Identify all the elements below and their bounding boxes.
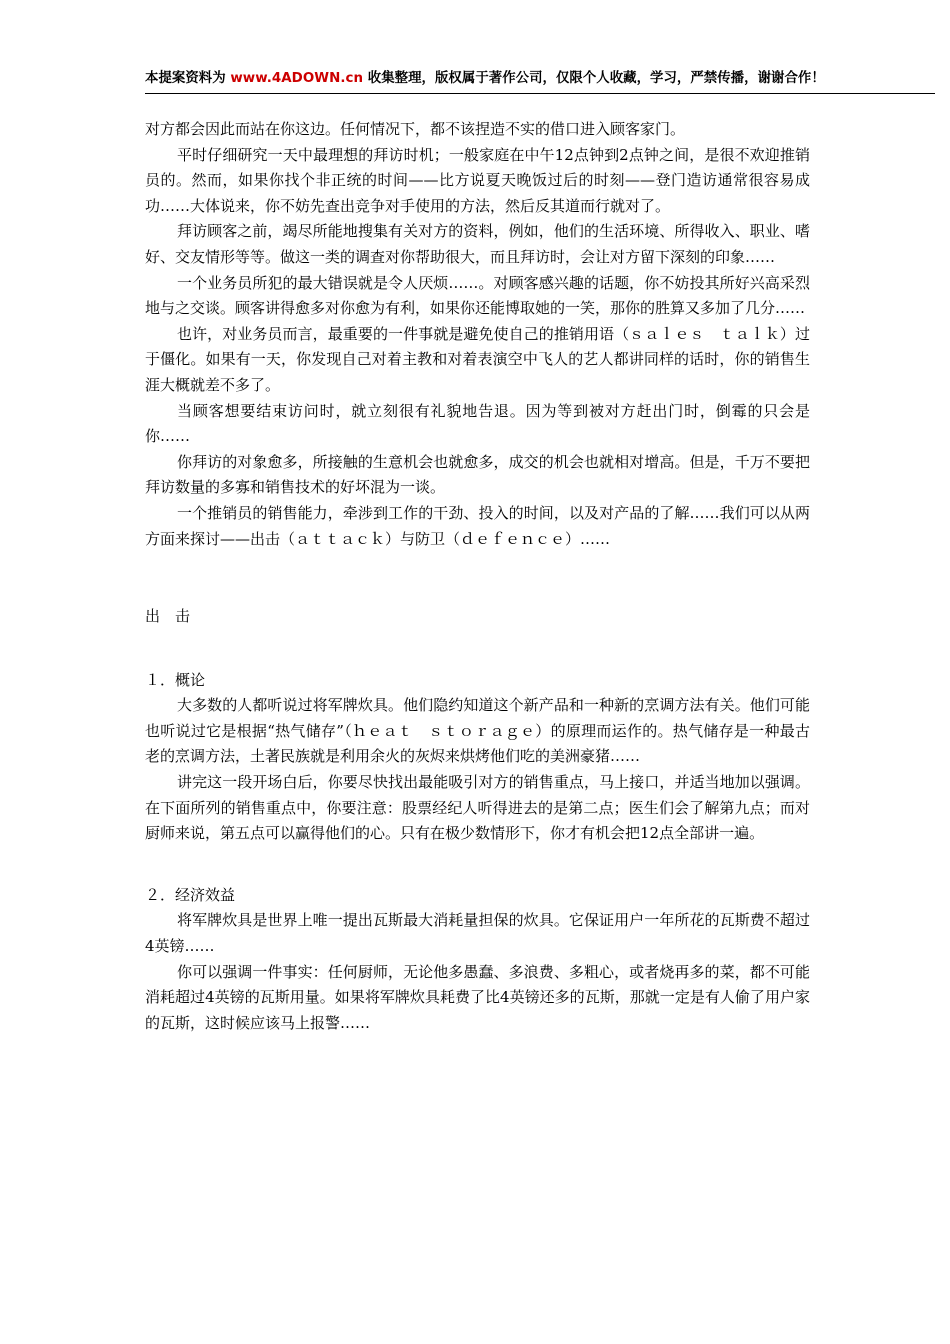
header-divider — [145, 93, 935, 94]
subsection-heading-economy: ２．经济效益 — [145, 885, 236, 904]
spacer — [145, 552, 810, 604]
spacer — [145, 847, 810, 883]
paragraph: 一个推销员的销售能力，牵涉到工作的干劲、投入的时间，以及对产品的了解……我们可以从两方面来探讨——出击（ａｔｔａｃｋ）与防卫（ｄｅｆｅｎｃｅ）…… — [145, 503, 810, 548]
header-site-link[interactable]: www.4ADOWN.cn — [230, 71, 364, 86]
header-prefix: 本提案资料为 — [145, 71, 231, 86]
paragraph: 讲完这一段开场白后，你要尽快找出最能吸引对方的销售重点，马上接口，并适当地加以强调。在下面所列的销售重点中，你要注意：股票经纪人听得进去的是第二点；医生们会了解第九点；而对厨师来说，第五点可以赢得他们的心。只有在极少数情形下，你才有机会把12点全部讲一遍。 — [145, 773, 810, 843]
document-body — [145, 117, 810, 1036]
spacer — [145, 630, 810, 668]
paragraph: 你可以强调一件事实：任何厨师，无论他多愚蠢、多浪费、多粗心，或者烧再多的菜，都不可能消耗超过4英镑的瓦斯用量。如果将军牌炊具耗费了比4英镑还多的瓦斯，那就一定是有人偷了用户家的瓦斯，这时候应该马上报警…… — [145, 962, 810, 1032]
paragraph: 将军牌炊具是世界上唯一提出瓦斯最大消耗量担保的炊具。它保证用户一年所花的瓦斯费不超过4英镑…… — [145, 911, 810, 956]
paragraph: 大多数的人都听说过将军牌炊具。他们隐约知道这个新产品和一种新的烹调方法有关。他们可能也听说过它是根据“热气储存”（ｈｅａｔ ｓｔｏｒａｇｅ）的原理而运作的。热气储存是一种最古老的烹调方法，土著民族就是利用余火的灰烬来烘烤他们吃的美洲豪猪…… — [145, 696, 810, 766]
page-header — [145, 70, 935, 88]
paragraph: 拜访顾客之前，竭尽所能地搜集有关对方的资料，例如，他们的生活环境、所得收入、职业、嗜好、交友情形等等。做这一类的调查对你帮助很大，而且拜访时，会让对方留下深刻的印象…… — [145, 222, 810, 266]
subsection-heading-overview: １．概论 — [145, 670, 206, 689]
paragraph: 当顾客想要结束访问时，就立刻很有礼貌地告退。因为等到被对方赶出门时，倒霉的只会是你…… — [145, 401, 810, 446]
section-heading-attack: 出 击 — [145, 607, 191, 626]
paragraph: 对方都会因此而站在你这边。任何情况下，都不该捏造不实的借口进入顾客家门。 — [145, 120, 686, 138]
paragraph: 你拜访的对象愈多，所接触的生意机会也就愈多，成交的机会也就相对增高。但是，千万不要把拜访数量的多寡和销售技术的好坏混为一谈。 — [145, 452, 810, 497]
paragraph: 平时仔细研究一天中最理想的拜访时机；一般家庭在中午12点钟到2点钟之间，是很不欢迎推销员的。然而，如果你找个非正统的时间——比方说夏天晚饭过后的时刻——登门造访通常很容易成功……大体说来，你不妨先查出竞争对手使用的方法，然后反其道而行就对了。 — [145, 145, 810, 215]
paragraph: 一个业务员所犯的最大错误就是令人厌烦……。对顾客感兴趣的话题，你不妨投其所好兴高采烈地与之交谈。顾客讲得愈多对你愈为有利，如果你还能博取她的一笑，那你的胜算又多加了几分…… — [145, 273, 810, 318]
header-suffix: 收集整理，版权属于著作公司，仅限个人收藏，学习，严禁传播，谢谢合作！ — [363, 71, 825, 86]
paragraph: 也许，对业务员而言，最重要的一件事就是避免使自己的推销用语（ｓａｌｅｓ ｔａｌｋ）过于僵化。如果有一天，你发现自己对着主教和对着表演空中飞人的艺人都讲同样的话时，你的销售生涯大概就差不多了。 — [145, 324, 810, 394]
